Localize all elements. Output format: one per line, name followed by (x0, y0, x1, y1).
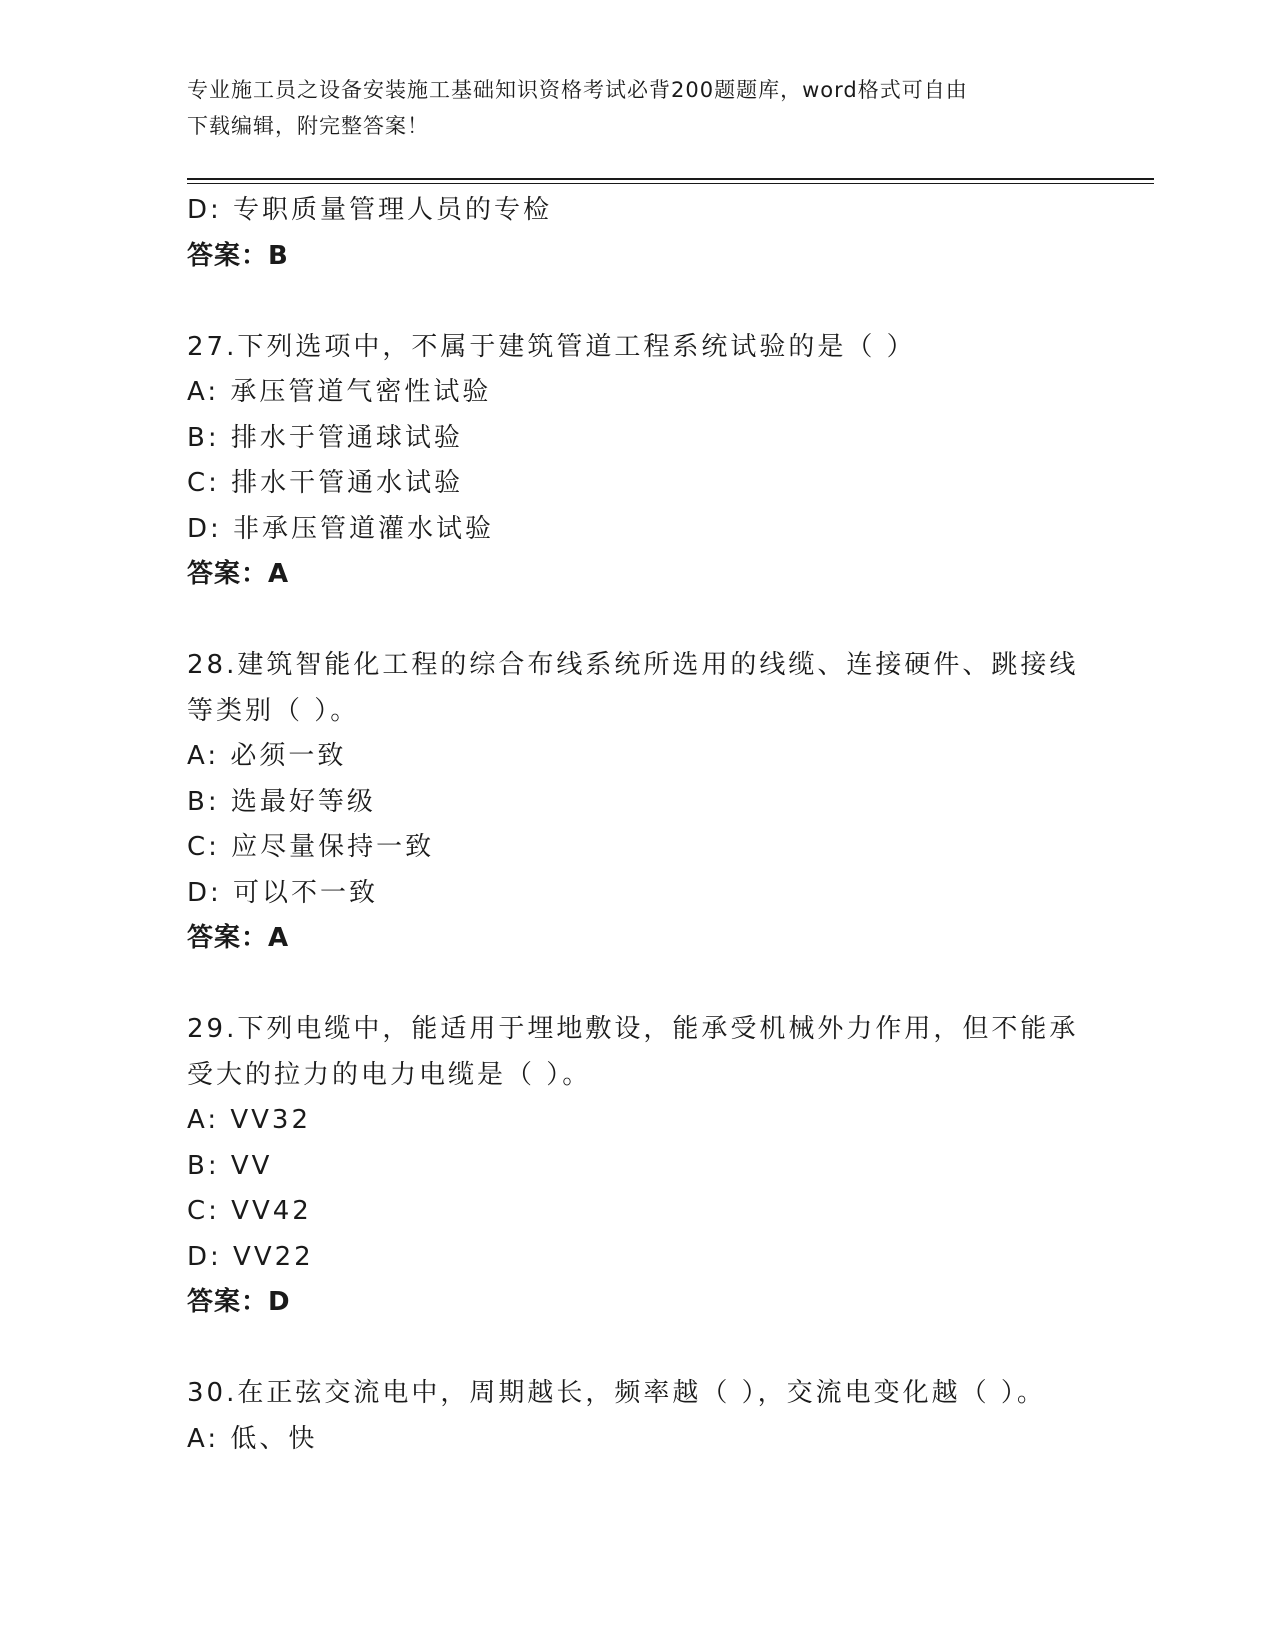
answer-line: 答案：B (187, 240, 289, 271)
header-line-1: 专业施工员之设备安装施工基础知识资格考试必背200题题库，word格式可自由 (187, 78, 968, 102)
option-a: A: VV32 (187, 1105, 312, 1135)
option-c: C: VV42 (187, 1196, 312, 1226)
spacer (187, 279, 1087, 325)
question-stem-continued: 受大的拉力的电力电缆是（ ）。 (187, 1059, 592, 1090)
option-d: D: 非承压管道灌水试验 (187, 513, 495, 544)
question-stem: 30.在正弦交流电中，周期越长，频率越（ ），交流电变化越（ ）。 (187, 1378, 1046, 1408)
option-b: B: 选最好等级 (187, 786, 376, 817)
spacer (187, 962, 1087, 1008)
option-c: C: 应尽量保持一致 (187, 832, 435, 862)
header-line-2: 下载编辑，附完整答案！ (187, 114, 429, 138)
option-b: B: 排水于管通球试验 (187, 422, 463, 453)
question-stem: 27.下列选项中，不属于建筑管道工程系统试验的是（ ） (187, 331, 916, 362)
option-a: A: 承压管道气密性试验 (187, 377, 492, 407)
document-header (187, 72, 1067, 144)
question-list (187, 188, 1087, 1462)
option-a: A: 必须一致 (187, 741, 347, 771)
answer-line: 答案：A (187, 559, 290, 589)
question-stem: 29.下列电缆中，能适用于埋地敷设，能承受机械外力作用，但不能承 (187, 1014, 1079, 1044)
option-c: C: 排水干管通水试验 (187, 468, 464, 498)
spacer (187, 1326, 1087, 1372)
question-stem: 28.建筑智能化工程的综合布线系统所选用的线缆、连接硬件、跳接线 (187, 650, 1079, 680)
spacer (187, 598, 1087, 644)
header-rule-thick (187, 178, 1154, 180)
option-b: B: VV (187, 1150, 273, 1181)
option-d: D: VV22 (187, 1241, 314, 1272)
question-stem-continued: 等类别（ ）。 (187, 695, 360, 726)
header-rule-thin (187, 183, 1154, 184)
option-d: D: 专职质量管理人员的专检 (187, 195, 553, 225)
option-a: A: 低、快 (187, 1423, 318, 1454)
answer-line: 答案：D (187, 1287, 291, 1317)
option-d: D: 可以不一致 (187, 877, 379, 908)
answer-line: 答案：A (187, 923, 290, 953)
